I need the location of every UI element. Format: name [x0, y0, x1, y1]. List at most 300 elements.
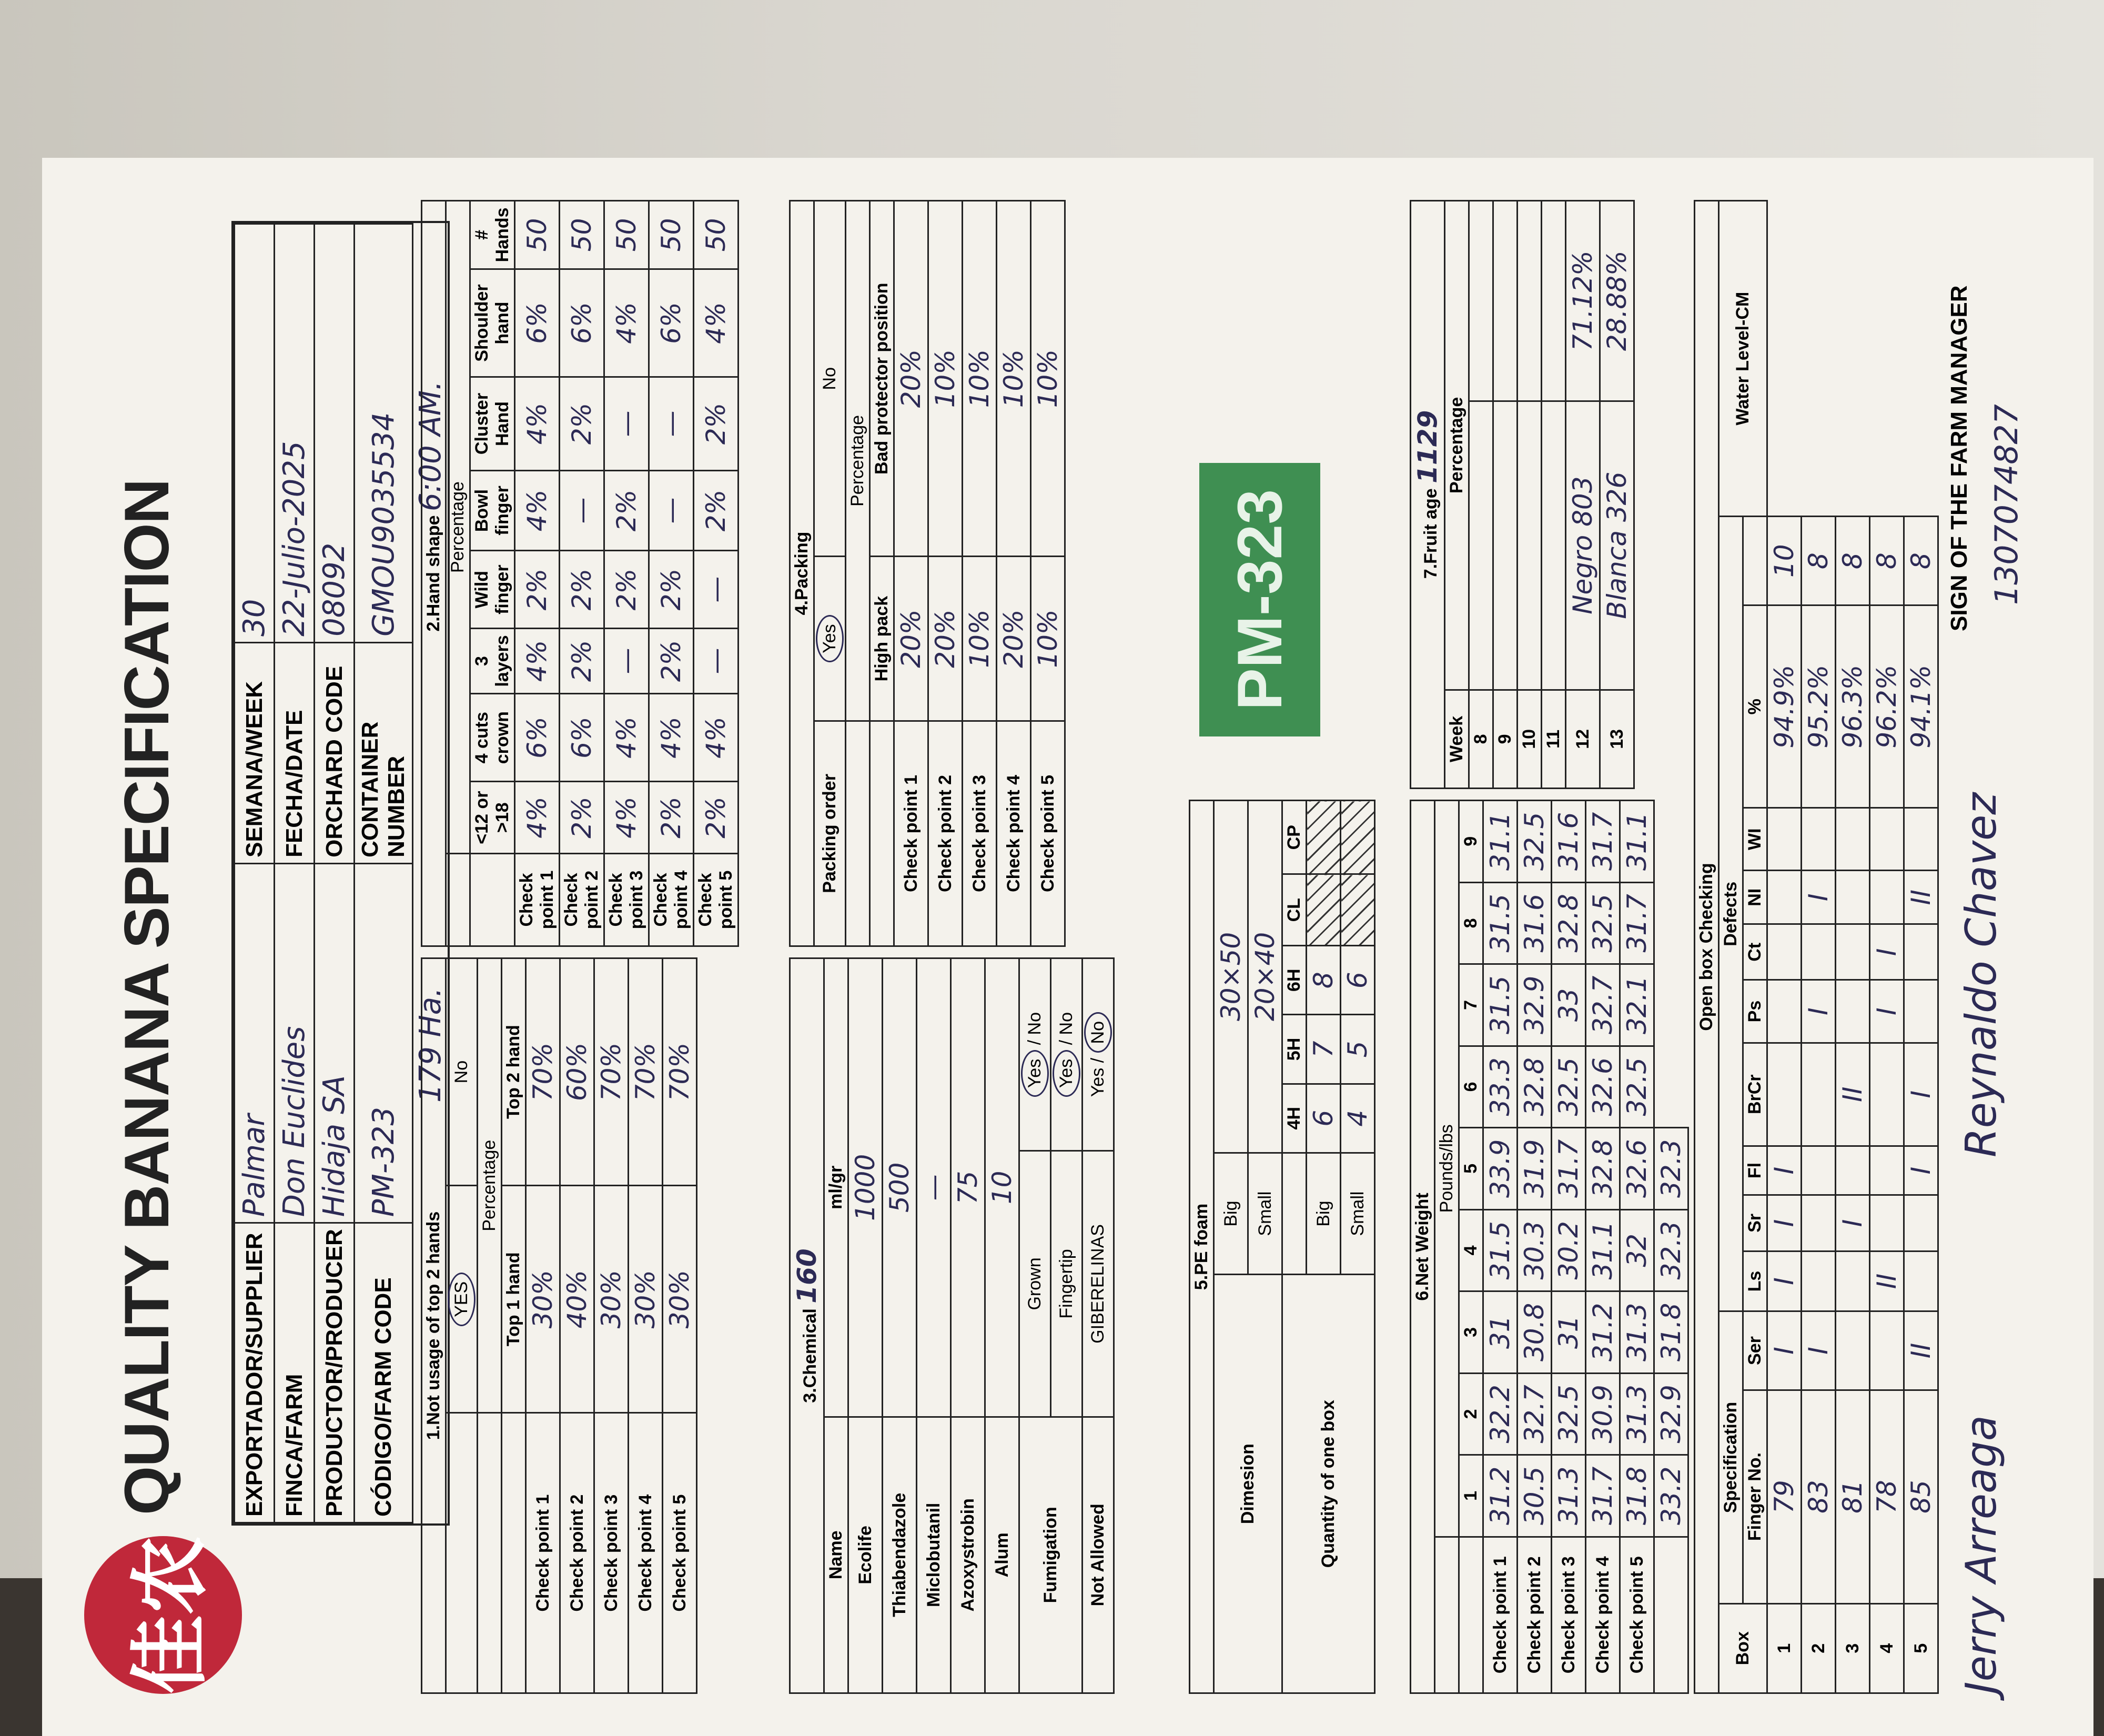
row-label: Check point 1: [515, 853, 560, 946]
cell: 31.9: [1518, 1128, 1552, 1210]
chemical-table: 3.Chemical 160 Name ml/gr Ecolife 1000 Thiabendazole 500 Miclobutanil — Azoxystrobin 75 Alum 10 Fumigation Grown Yes / No Fingertip Yes / No Not Allowed GIBERELINAS Yes / No: [789, 957, 1115, 1694]
farm-code-value: PM-323: [355, 863, 413, 1223]
chemical-name: Ecolife: [848, 1417, 883, 1693]
hatched-cell: [1341, 874, 1375, 946]
foam-title: 5.PE foam: [1190, 801, 1214, 1693]
cell: 31.7: [1620, 882, 1654, 964]
cell: 32.5: [1586, 882, 1620, 964]
cell: 31.7: [1552, 1128, 1586, 1210]
count-value: 326: [1602, 471, 1632, 522]
cell: 70%: [629, 958, 663, 1186]
table-row: [1620, 801, 1654, 1693]
cell: 32.2: [1483, 1373, 1518, 1455]
cell: [1870, 1311, 1904, 1390]
cell: [1870, 1146, 1904, 1195]
col-header: Bowl finger: [470, 470, 515, 551]
table-row: [917, 958, 951, 1693]
container-value: GMOU9035534: [355, 224, 413, 643]
cell: 50: [560, 201, 604, 269]
grown-label: Grown: [1019, 1151, 1051, 1417]
col-header: Shoulder hand: [470, 269, 515, 377]
open-box-title: Open box Checking: [1695, 201, 1719, 1693]
pct-cell: [1469, 201, 1493, 401]
cell: 4%: [604, 269, 649, 377]
table-row: [663, 958, 697, 1693]
fruit-age-total: 1129: [1412, 410, 1443, 483]
water-cell: 8: [1904, 517, 1938, 605]
fumigation-label: Fumigation: [1019, 1417, 1083, 1693]
header-table: [231, 221, 450, 1526]
cell: —: [649, 377, 694, 470]
net-weight-unit: Pounds/lbs: [1435, 801, 1459, 1537]
cell: 6: [1307, 1084, 1341, 1153]
color-name: Negro: [1567, 534, 1598, 614]
col-header: CP: [1282, 801, 1307, 874]
cell: [1767, 808, 1802, 871]
chemical-title: 3.Chemical: [800, 1308, 820, 1403]
pct-cell: 28.88%: [1600, 201, 1634, 401]
finger-no-header: Finger No.: [1743, 1390, 1767, 1603]
chemical-name: Azoxystrobin: [951, 1417, 985, 1693]
cell: 6: [1341, 946, 1375, 1015]
cell: 4%: [649, 694, 694, 782]
cell: 31.7: [1586, 801, 1620, 883]
row-label: Check point 4: [629, 1413, 663, 1693]
cell: [1802, 1146, 1836, 1195]
cell: 50: [649, 201, 694, 269]
finger-cell: 83: [1802, 1390, 1836, 1603]
defects-header: Defects: [1719, 517, 1743, 1311]
big-label: Big: [1214, 1153, 1248, 1274]
finger-cell: 78: [1870, 1390, 1904, 1603]
cell: I: [1767, 1251, 1802, 1311]
cell: [1836, 1251, 1870, 1311]
cell: [1802, 808, 1836, 871]
net-weight-title: 6.Net Weight: [1411, 801, 1435, 1693]
fingertip-label: Fingertip: [1051, 1151, 1083, 1417]
cell: I: [1802, 1311, 1836, 1390]
cell: I: [1802, 871, 1836, 924]
orchard-value: 08092: [315, 224, 355, 643]
table-row: [1518, 201, 1542, 789]
cell: 31.2: [1586, 1291, 1620, 1374]
date-label: FECHA/DATE: [275, 642, 315, 863]
cell: 2%: [649, 551, 694, 629]
chemical-name: Thiabendazole: [883, 1417, 917, 1693]
producer-label: PRODUCTOR/PRODUCER: [315, 1223, 355, 1523]
row-label: Check point 2: [928, 721, 963, 946]
table-row: [1552, 801, 1586, 1693]
cell: [1767, 871, 1802, 924]
row-label: Check point 1: [526, 1413, 560, 1693]
cell: I: [1767, 1146, 1802, 1195]
cell: 2%: [560, 377, 604, 470]
not-allowed-label: Not Allowed: [1083, 1417, 1114, 1693]
row-label: Check point 5: [1031, 721, 1065, 946]
color-cell: [1469, 401, 1493, 690]
cell: [1904, 1251, 1938, 1311]
color-cell: [1542, 401, 1566, 690]
cell: 4%: [515, 470, 560, 551]
pct-cell: 71.12%: [1566, 201, 1600, 401]
foam-table: [1189, 800, 1375, 1694]
gib-yes: Yes: [1088, 1067, 1108, 1097]
cell: 33: [1552, 964, 1586, 1046]
col-header: 5: [1459, 1128, 1483, 1210]
chemical-amount: —: [917, 958, 951, 1417]
gib-label: GIBERELINAS: [1083, 1151, 1114, 1417]
row-label: Check point 1: [1483, 1537, 1518, 1693]
col-header: %: [1743, 605, 1767, 808]
cell: 6%: [649, 269, 694, 377]
cell: 2%: [604, 470, 649, 551]
quantity-label: Quantity of one box: [1282, 1275, 1375, 1693]
cell: I: [1836, 1195, 1870, 1251]
cell: 2%: [694, 377, 739, 470]
row-label: Check point 5: [1620, 1537, 1654, 1693]
producer-value: Hidaja SA: [315, 863, 355, 1223]
week-cell: 10: [1518, 690, 1542, 788]
fruit-age-title: 7.Fruit age: [1421, 488, 1441, 579]
spec-header: Specification: [1719, 1311, 1743, 1603]
cell: 31.6: [1552, 801, 1586, 883]
cell: 32.5: [1552, 1046, 1586, 1128]
week-cell: 11: [1542, 690, 1566, 788]
top-hands-table: [421, 957, 697, 1694]
cell: 70%: [663, 958, 697, 1186]
box-cell: 5: [1904, 1603, 1938, 1693]
cell: [1654, 1537, 1688, 1693]
cell: 94.1%: [1904, 605, 1938, 808]
chemical-amount: 75: [951, 958, 985, 1417]
table-row: [997, 201, 1031, 946]
table-row: [1802, 201, 1836, 1693]
color-cell: [1566, 401, 1600, 690]
packing-order-label: Packing order: [814, 721, 846, 946]
cell: 2%: [694, 470, 739, 551]
cell: 50: [515, 201, 560, 269]
logo-text: 佳农: [126, 1536, 214, 1694]
cell: 31.1: [1620, 801, 1654, 883]
col-header: WI: [1743, 808, 1767, 871]
cell: 4%: [515, 628, 560, 693]
table-row: [1031, 201, 1065, 946]
cell: 70%: [594, 958, 629, 1186]
cell: 31.5: [1483, 964, 1518, 1046]
bad-protector-header: Bad protector position: [870, 201, 894, 557]
cell: 4%: [515, 782, 560, 854]
cell: [1836, 924, 1870, 980]
cell: 4%: [604, 782, 649, 854]
cell: 32: [1620, 1209, 1654, 1291]
cell: [1802, 1195, 1836, 1251]
cell: 32.3: [1654, 1128, 1688, 1210]
color-name: Blanca: [1602, 530, 1632, 619]
cell: 20%: [997, 557, 1031, 721]
row-label: Check point 1: [894, 721, 928, 946]
cell: [1870, 808, 1904, 871]
table-row: [694, 201, 739, 946]
water-cell: 8: [1802, 517, 1836, 605]
cell: 30.9: [1586, 1373, 1620, 1455]
table-row: [951, 958, 985, 1693]
time-note: 6:00 AM.: [413, 381, 448, 511]
table-row: [560, 958, 594, 1693]
table-row: [848, 958, 883, 1693]
cell: [1836, 980, 1870, 1043]
col-header: 2: [1459, 1373, 1483, 1455]
cell: —: [694, 628, 739, 693]
cell: —: [604, 628, 649, 693]
cell: II: [1836, 1043, 1870, 1146]
table-row: [515, 201, 560, 946]
cell: 20%: [928, 557, 963, 721]
cell: —: [604, 377, 649, 470]
cell: 2%: [649, 628, 694, 693]
fruit-age-table: [1410, 200, 1635, 789]
box-cell: 3: [1836, 1603, 1870, 1693]
cell: 32.6: [1586, 1046, 1620, 1128]
table-row: [1767, 201, 1802, 1693]
row-label: Check point 2: [560, 853, 604, 946]
col-header: 4 cuts crown: [470, 694, 515, 782]
cell: [1802, 924, 1836, 980]
hand-shape-table: [421, 200, 739, 947]
gib-no: No: [1084, 1012, 1112, 1053]
cell: 33.9: [1483, 1128, 1518, 1210]
water-cell: 10: [1767, 517, 1802, 605]
cell: [1870, 1195, 1904, 1251]
cell: [1904, 980, 1938, 1043]
table-row: [894, 201, 928, 946]
top1-header: Top 1 hand: [502, 1186, 526, 1413]
col-header: <12 or >18: [470, 782, 515, 854]
cell: 2%: [515, 551, 560, 629]
cell: 50: [694, 201, 739, 269]
cell: 32.7: [1518, 1373, 1552, 1455]
chemical-amount: 1000: [848, 958, 883, 1417]
cell: 6%: [560, 269, 604, 377]
cell: 30%: [526, 1186, 560, 1413]
cell: 31.1: [1586, 1209, 1620, 1291]
cell: 10%: [963, 201, 997, 557]
box-cell: 1: [1767, 1603, 1802, 1693]
cell: 33.3: [1483, 1046, 1518, 1128]
cell: 5: [1341, 1015, 1375, 1084]
cell: 31.3: [1620, 1373, 1654, 1455]
date-value: 22-Julio-2025: [275, 224, 315, 643]
pm-stamp: PM-323: [1199, 463, 1320, 736]
grown-no: No: [1025, 1012, 1045, 1035]
table-row: [629, 958, 663, 1693]
cell: 31.8: [1654, 1291, 1688, 1374]
cell: 2%: [649, 782, 694, 854]
cell: 10%: [1031, 557, 1065, 721]
cell: 32.3: [1654, 1209, 1688, 1291]
cell: I: [1904, 1043, 1938, 1146]
exporter-label: EXPORTADOR/SUPPLIER: [235, 1223, 275, 1523]
col-header: 6H: [1282, 946, 1307, 1015]
table-row: [1870, 201, 1904, 1693]
col-header: 6: [1459, 1046, 1483, 1128]
table-row: [1483, 801, 1518, 1693]
cell: —: [649, 470, 694, 551]
cell: 30.3: [1518, 1209, 1552, 1291]
water-cell: 8: [1870, 517, 1904, 605]
finger-cell: 79: [1767, 1390, 1802, 1603]
packing-no: No: [814, 201, 846, 557]
cell: [1836, 871, 1870, 924]
cell: I: [1870, 980, 1904, 1043]
week-value: 30: [235, 224, 275, 643]
week-cell: 12: [1566, 690, 1600, 788]
cell: [1767, 1043, 1802, 1146]
fruit-age-percentage: Percentage: [1445, 201, 1469, 690]
orchard-label: ORCHARD CODE: [315, 642, 355, 863]
chemical-name-header: Name: [824, 1417, 848, 1693]
cell: 30.8: [1518, 1291, 1552, 1374]
col-header: Fl: [1743, 1146, 1767, 1195]
cell: I: [1767, 1195, 1802, 1251]
document-page: [42, 158, 2093, 1736]
container-label: CONTAINER NUMBER: [355, 642, 413, 863]
cell: 31.8: [1620, 1455, 1654, 1537]
col-header: Ser: [1743, 1311, 1767, 1390]
packing-title: 4.Packing: [790, 201, 814, 946]
table-row: [1493, 201, 1518, 789]
col-header: 3: [1459, 1291, 1483, 1374]
big-dim: 30×50: [1214, 801, 1248, 1153]
cell: [1870, 871, 1904, 924]
cell: —: [694, 551, 739, 629]
cell: 10%: [928, 201, 963, 557]
document-title: QUALITY BANANA SPECIFICATION: [112, 479, 182, 1515]
cell: I: [1870, 924, 1904, 980]
cell: 30%: [663, 1186, 697, 1413]
cell: 6%: [515, 269, 560, 377]
top2-header: Top 2 hand: [502, 958, 526, 1186]
col-header: 4H: [1282, 1084, 1307, 1153]
table-row: [1469, 201, 1493, 789]
cell: 7: [1307, 1015, 1341, 1084]
cell: 32.9: [1654, 1373, 1688, 1455]
table-row: [1904, 201, 1938, 1693]
cell: [1836, 1146, 1870, 1195]
table-row: [526, 958, 560, 1693]
cell: 30.5: [1518, 1455, 1552, 1537]
table-row: [1836, 201, 1870, 1693]
table-row: [1542, 201, 1566, 789]
cell: [1767, 924, 1802, 980]
cell: 4: [1341, 1084, 1375, 1153]
color-cell: [1600, 401, 1634, 690]
cell: 20%: [894, 201, 928, 557]
table-row: [594, 958, 629, 1693]
cell: 2%: [560, 628, 604, 693]
cell: II: [1870, 1251, 1904, 1311]
cell: 2%: [694, 782, 739, 854]
area-note: 179 Ha.: [413, 987, 448, 1103]
exporter-value: Palmar: [235, 863, 275, 1223]
col-header: 5H: [1282, 1015, 1307, 1084]
chemical-amount: 10: [985, 958, 1019, 1417]
row-label: Check point 4: [1586, 1537, 1620, 1693]
cell: II: [1904, 871, 1938, 924]
packing-yes: Yes: [816, 615, 844, 662]
col-header: NI: [1743, 871, 1767, 924]
water-header: Water Level-CM: [1719, 201, 1767, 517]
count-value: 803: [1567, 476, 1598, 527]
cell: 2%: [560, 551, 604, 629]
cell: 32.9: [1518, 964, 1552, 1046]
cell: 32.5: [1620, 1046, 1654, 1128]
chemical-unit-header: ml/gr: [824, 958, 848, 1417]
qty-big-label: Big: [1307, 1153, 1341, 1274]
col-header: Ps: [1743, 980, 1767, 1043]
brand-logo: [84, 1536, 242, 1694]
col-header: 1: [1459, 1455, 1483, 1537]
cell: 31.7: [1586, 1455, 1620, 1537]
cell: 30.2: [1552, 1209, 1586, 1291]
top-hands-no: No: [446, 958, 478, 1186]
cell: [1904, 924, 1938, 980]
week-cell: 9: [1493, 690, 1518, 788]
net-weight-table: [1410, 800, 1689, 1694]
table-row: [1600, 201, 1634, 789]
row-label: Check point 4: [649, 853, 694, 946]
table-row: [928, 201, 963, 946]
finger-cell: 85: [1904, 1390, 1938, 1603]
cell: 40%: [560, 1186, 594, 1413]
high-pack-header: High pack: [870, 557, 894, 721]
small-dim: 20×40: [1248, 801, 1282, 1153]
packing-table: [789, 200, 1066, 947]
col-header: 9: [1459, 801, 1483, 883]
cell: 32.5: [1518, 801, 1552, 883]
hand-shape-title: 2.Hand shape: [422, 201, 446, 946]
row-label: Check point 3: [594, 1413, 629, 1693]
cell: 30%: [629, 1186, 663, 1413]
cell: [1767, 980, 1802, 1043]
hatched-cell: [1341, 801, 1375, 874]
cell: I: [1767, 1311, 1802, 1390]
chemical-name: Alum: [985, 1417, 1019, 1693]
cell: 32.1: [1620, 964, 1654, 1046]
col-header: BrCr: [1743, 1043, 1767, 1146]
fingertip-no: No: [1056, 1012, 1076, 1035]
color-cell: [1493, 401, 1518, 690]
row-label: Check point 5: [694, 853, 739, 946]
cell: 20%: [894, 557, 928, 721]
table-row: [560, 201, 604, 946]
cell: 60%: [560, 958, 594, 1186]
cell: 30%: [594, 1186, 629, 1413]
cell: 10%: [963, 557, 997, 721]
pct-cell: [1493, 201, 1518, 401]
color-cell: [1518, 401, 1542, 690]
cell: 32.8: [1586, 1128, 1620, 1210]
cell: 50: [604, 201, 649, 269]
manager-label: SIGN OF THE FARM MANAGER: [1946, 285, 1972, 631]
box-header: Box: [1719, 1603, 1767, 1693]
cell: 10%: [997, 201, 1031, 557]
cell: [1802, 1043, 1836, 1146]
farm-code-label: CÓDIGO/FARM CODE: [355, 1223, 413, 1523]
cell: 8: [1307, 946, 1341, 1015]
cell: 6%: [515, 694, 560, 782]
col-header: Sr: [1743, 1195, 1767, 1251]
cell: 31.6: [1518, 882, 1552, 964]
